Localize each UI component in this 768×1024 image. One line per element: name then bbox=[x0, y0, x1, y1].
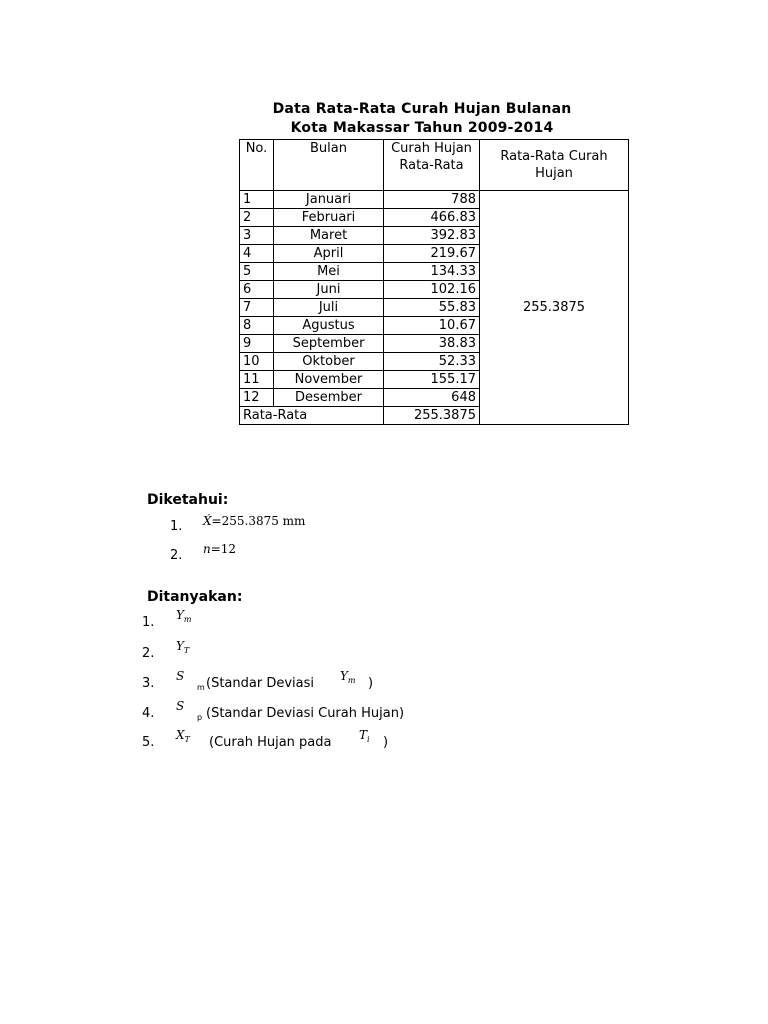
ditanyakan-symbol2-5 bbox=[359, 728, 370, 742]
cell-no: 12 bbox=[240, 389, 274, 407]
cell-curah-hujan: 102.16 bbox=[384, 281, 480, 299]
cell-no: 11 bbox=[240, 371, 274, 389]
cell-bulan: Juli bbox=[274, 299, 384, 317]
ditanyakan-text-5: (Curah Hujan pada bbox=[209, 735, 332, 750]
ditanyakan-symbol-5 bbox=[176, 728, 190, 742]
cell-curah-hujan: 392.83 bbox=[384, 227, 480, 245]
cell-curah-hujan: 648 bbox=[384, 389, 480, 407]
diketahui-num-1: 1. bbox=[170, 519, 183, 534]
cell-bulan: Februari bbox=[274, 209, 384, 227]
cell-curah-hujan: 38.83 bbox=[384, 335, 480, 353]
cell-curah-hujan: 55.83 bbox=[384, 299, 480, 317]
x-bar-symbol: X́ bbox=[203, 514, 212, 528]
document-title-line1: Data Rata-Rata Curah Hujan Bulanan bbox=[272, 101, 572, 117]
header-curah: Curah Hujan Rata-Rata bbox=[384, 140, 480, 191]
ditanyakan-text-4: (Standar Deviasi Curah Hujan) bbox=[206, 706, 405, 721]
cell-curah-hujan: 155.17 bbox=[384, 371, 480, 389]
ditanyakan-close-5: ) bbox=[383, 735, 389, 750]
footer-label: Rata-Rata bbox=[240, 407, 384, 425]
ditanyakan-num-5: 5. bbox=[142, 735, 155, 750]
diketahui-expr-2 bbox=[203, 542, 236, 556]
ditanyakan-sub-3: m bbox=[197, 683, 205, 692]
y-symbol: Y bbox=[176, 639, 184, 653]
cell-no: 1 bbox=[240, 191, 274, 209]
footer-value: 255.3875 bbox=[384, 407, 480, 425]
rainfall-table bbox=[239, 139, 629, 425]
cell-no: 2 bbox=[240, 209, 274, 227]
n-symbol: n bbox=[203, 542, 211, 556]
cell-bulan: Desember bbox=[274, 389, 384, 407]
cell-bulan: September bbox=[274, 335, 384, 353]
t-symbol: T bbox=[359, 728, 368, 742]
cell-bulan: Agustus bbox=[274, 317, 384, 335]
cell-curah-hujan: 134.33 bbox=[384, 263, 480, 281]
cell-curah-hujan: 52.33 bbox=[384, 353, 480, 371]
n-value: =12 bbox=[210, 542, 237, 556]
x-bar-value: =255.3875 mm bbox=[211, 514, 306, 528]
cell-bulan: April bbox=[274, 245, 384, 263]
cell-average-merged: 255.3875 bbox=[480, 191, 629, 425]
header-bulan: Bulan bbox=[274, 140, 384, 191]
cell-bulan: Januari bbox=[274, 191, 384, 209]
ditanyakan-text-3: (Standar Deviasi bbox=[206, 676, 314, 691]
cell-no: 8 bbox=[240, 317, 274, 335]
x-symbol: X bbox=[176, 728, 185, 742]
cell-no: 3 bbox=[240, 227, 274, 245]
cell-curah-hujan: 219.67 bbox=[384, 245, 480, 263]
header-no: No. bbox=[240, 140, 274, 191]
cell-bulan: Maret bbox=[274, 227, 384, 245]
cell-no: 10 bbox=[240, 353, 274, 371]
cell-bulan: Oktober bbox=[274, 353, 384, 371]
y-symbol: Y bbox=[176, 608, 184, 622]
cell-no: 6 bbox=[240, 281, 274, 299]
ditanyakan-num-1: 1. bbox=[142, 615, 155, 630]
ditanyakan-symbol-2 bbox=[176, 639, 189, 653]
table-header-row bbox=[240, 140, 629, 191]
diketahui-num-2: 2. bbox=[170, 548, 183, 563]
y-symbol: Y bbox=[340, 669, 348, 683]
ditanyakan-symbol-1 bbox=[176, 608, 192, 622]
ditanyakan-sub-4: p bbox=[197, 713, 203, 722]
ditanyakan-symbol-4: S bbox=[176, 699, 185, 713]
subscript: T bbox=[183, 646, 190, 655]
cell-no: 5 bbox=[240, 263, 274, 281]
ditanyakan-num-4: 4. bbox=[142, 706, 155, 721]
ditanyakan-heading: Ditanyakan: bbox=[147, 589, 243, 605]
table-row bbox=[240, 191, 629, 209]
ditanyakan-symbol2-3 bbox=[340, 669, 356, 683]
subscript: m bbox=[183, 615, 192, 624]
subscript: T bbox=[184, 735, 190, 744]
ditanyakan-close-3: ) bbox=[368, 676, 374, 691]
cell-curah-hujan: 10.67 bbox=[384, 317, 480, 335]
cell-no: 7 bbox=[240, 299, 274, 317]
cell-curah-hujan: 466.83 bbox=[384, 209, 480, 227]
subscript: i bbox=[367, 735, 370, 744]
document-title-line2: Kota Makassar Tahun 2009-2014 bbox=[290, 120, 554, 136]
cell-no: 9 bbox=[240, 335, 274, 353]
cell-no: 4 bbox=[240, 245, 274, 263]
diketahui-expr-1 bbox=[203, 514, 305, 528]
ditanyakan-num-3: 3. bbox=[142, 676, 155, 691]
cell-bulan: Juni bbox=[274, 281, 384, 299]
cell-bulan: November bbox=[274, 371, 384, 389]
subscript: m bbox=[347, 676, 356, 685]
header-rata-rata: Rata-Rata Curah Hujan bbox=[480, 140, 629, 191]
ditanyakan-num-2: 2. bbox=[142, 646, 155, 661]
ditanyakan-symbol-3: S bbox=[176, 669, 185, 683]
cell-bulan: Mei bbox=[274, 263, 384, 281]
diketahui-heading: Diketahui: bbox=[147, 492, 229, 508]
cell-curah-hujan: 788 bbox=[384, 191, 480, 209]
